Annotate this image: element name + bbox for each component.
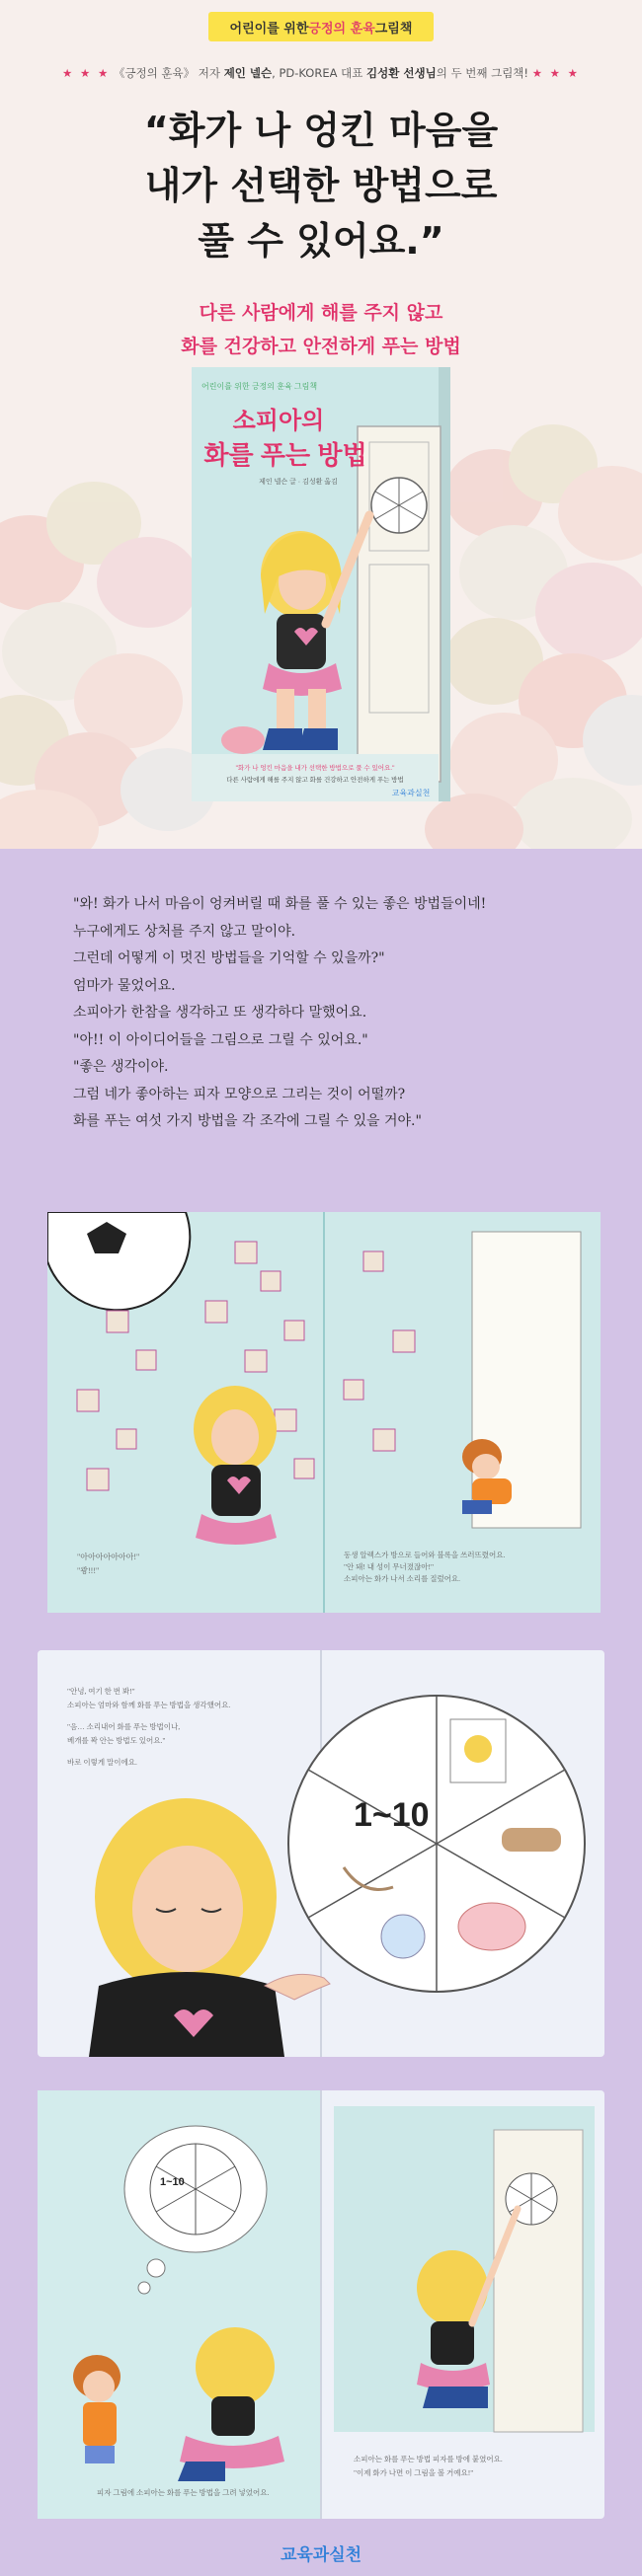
story-line: 그럼 네가 좋아하는 피자 모양으로 그리는 것이 어떨까?: [73, 1086, 406, 1102]
story-line: 누구에게도 상처를 주지 않고 말이야.: [73, 923, 296, 940]
spread1-right-text-2: "안 돼! 내 성이 무너졌잖아!": [344, 1562, 435, 1571]
badge-label: [208, 12, 434, 41]
subline-part2: , PD-KOREA 대표: [272, 66, 367, 80]
badge-prefix: 어린이를 위한: [229, 21, 309, 37]
subtitle-line: 화를 건강하고 안전하게 푸는 방법: [181, 336, 461, 357]
story-line: 소피아가 한참을 생각하고 또 생각하다 말했어요.: [73, 1005, 367, 1021]
spread3-right-text-2: "이제 화가 나면 이 그림을 볼 거예요!": [354, 2468, 474, 2477]
spread2-left-text-1: "안녕, 여기 한 번 봐!": [67, 1687, 135, 1696]
story-line: "와! 화가 나서 마음이 엉켜버릴 때 화를 풀 수 있는 좋은 방법들이네!: [73, 896, 487, 912]
cover-back-line1: "화가 나 엉킨 마음을 내가 선택한 방법으로 풀 수 있어요.": [235, 765, 395, 772]
badge-highlight: 긍정의 훈육: [308, 21, 375, 37]
story-line: "좋은 생각이야.: [73, 1059, 169, 1075]
cover-title-1: 소피아의: [232, 408, 325, 434]
spread2-left-text-5: 바로 이렇게 말이에요.: [67, 1758, 137, 1767]
spread2-left-text-3: "음… 소리내어 화를 푸는 방법이나,: [67, 1722, 181, 1731]
subtitle-line: 다른 사람에게 해를 주지 않고: [199, 302, 443, 324]
cover-publisher: 교육과실천: [391, 789, 431, 797]
spread1-right-text-3: 소피아는 화가 나서 소리를 질렀어요.: [344, 1574, 461, 1583]
cover-back-line2: 다른 사람에게 해를 주지 않고 화를 건강하고 안전하게 푸는 방법: [226, 777, 404, 784]
stars-right: ★ ★ ★: [531, 66, 580, 80]
book-cover: [192, 367, 450, 801]
hero-subtitle: [0, 296, 642, 363]
spread1-right-text-1: 동생 알렉스가 방으로 들어와 블록을 쓰러뜨렸어요.: [344, 1551, 506, 1559]
bubble-pizza-number: 1~10: [160, 2176, 185, 2188]
author-name-1: 제인 넬슨: [223, 66, 273, 80]
author-subline: [0, 65, 642, 81]
story-line: "아!! 이 아이디어들을 그림으로 그릴 수 있어요.": [73, 1031, 368, 1048]
spread1-left-text-1: "아아아아아아아!": [77, 1553, 140, 1561]
story-line: 그런데 어떻게 이 멋진 방법들을 기억할 수 있을까?": [73, 950, 385, 966]
spread3-left-caption: 피자 그림에 소피아는 화를 푸는 방법을 그려 넣었어요.: [97, 2488, 270, 2497]
publisher-logo: 교육과실천: [280, 2545, 362, 2565]
quote-line: 내가 선택한 방법으로: [144, 164, 498, 207]
hero-quote: [0, 103, 642, 268]
story-line: 엄마가 물었어요.: [73, 977, 176, 994]
cover-title-2: 화를 푸는 방법: [203, 440, 367, 470]
story-text: [73, 891, 587, 1136]
book-cover-art: [192, 367, 450, 801]
subline-part3: 의 두 번째 그림책!: [436, 66, 532, 80]
hero-section: [0, 0, 642, 849]
cover-authors: 제인 넬슨 글 · 김성환 옮김: [259, 479, 338, 486]
stars-left: ★ ★ ★: [62, 66, 111, 80]
badge-suffix: 그림책: [374, 21, 413, 37]
author-name-2: 김성환 선생님: [366, 66, 437, 80]
spread3-right-text-1: 소피아는 화를 푸는 방법 피자를 방에 붙였어요.: [354, 2455, 503, 2463]
book-spread-2: [38, 1650, 604, 2057]
book-spread-3: [38, 2090, 604, 2519]
spread2-left-text-2: 소피아는 엄마와 함께 화를 푸는 방법을 생각했어요.: [67, 1701, 231, 1709]
book-spread-1: [47, 1212, 601, 1613]
spread1-left-text-2: "쾅!!!": [77, 1566, 100, 1575]
subline-part1: 《긍정의 훈육》 저자: [110, 66, 224, 80]
quote-line: “화가 나 엉킨 마음을: [143, 109, 499, 152]
quote-line: 풀 수 있어요.”: [198, 219, 444, 263]
spread2-left-text-4: 베개를 꽉 안는 방법도 있어요.": [67, 1736, 166, 1745]
cover-series: 어린이를 위한 긍정의 훈육 그림책: [201, 382, 318, 391]
story-line: 화를 푸는 여섯 가지 방법을 각 조각에 그릴 수 있을 거야.": [73, 1113, 422, 1129]
pizza-number: 1~10: [354, 1796, 430, 1834]
